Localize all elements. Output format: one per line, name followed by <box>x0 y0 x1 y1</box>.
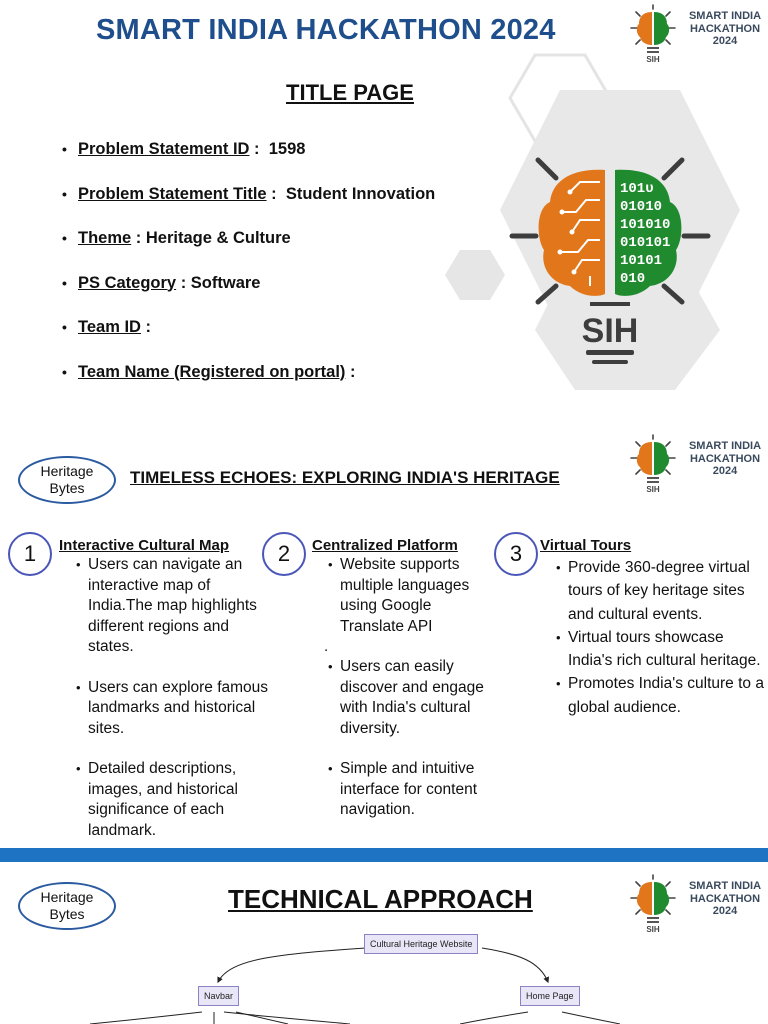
binary-line: 10101 <box>620 253 663 269</box>
technical-approach-heading: TECHNICAL APPROACH <box>228 884 533 914</box>
stray-mark: . <box>324 638 329 655</box>
feature-title: Centralized Platform <box>312 537 458 554</box>
main-title: SMART INDIA HACKATHON 2024 <box>96 14 556 46</box>
sih-logo-text <box>684 10 766 48</box>
overview-heading: TIMELESS ECHOES: EXPLORING INDIA'S HERITAGE <box>130 468 560 487</box>
binary-line: 101ᴜ <box>620 181 654 197</box>
step-number: 3 <box>494 532 538 576</box>
list-item: • Problem Statement Title : Student Innovation <box>62 184 436 203</box>
list-item: • Problem Statement ID : 1598 <box>62 140 306 158</box>
sih-mark: SIH <box>581 312 639 350</box>
list-item: • Website supports multiple languages using Google Translate API <box>328 555 496 637</box>
list-item: • Theme : Heritage & Culture <box>62 229 291 247</box>
problem-statement-list <box>62 140 502 407</box>
spacer <box>76 658 276 678</box>
feature-title: Virtual Tours <box>540 537 632 554</box>
flow-node-navbar: Navbar <box>198 986 239 1006</box>
feature-list <box>324 555 496 821</box>
logo-line1: SMART INDIA <box>688 440 762 452</box>
list-item: • Users can easily discover and engage with India's cultural diversity. <box>328 657 496 739</box>
list-item: • Users can explore famous landmarks and historical sites. <box>76 678 276 740</box>
binary-line: 01010 <box>620 199 663 215</box>
logo-line1: SMART INDIA <box>688 880 762 892</box>
step-number: 2 <box>262 532 306 576</box>
team-badge: Heritage Bytes <box>18 882 116 930</box>
logo-line3: 2024 <box>712 35 738 47</box>
sih-logo <box>628 434 766 494</box>
flow-node-root: Cultural Heritage Website <box>364 934 478 954</box>
logo-line2: HACKATHON <box>689 892 761 905</box>
list-item: • Provide 360-degree virtual tours of key heritage sites and cultural events. <box>556 556 768 626</box>
svg-text:SIH: SIH <box>646 925 660 934</box>
list-item: • Detailed descriptions, images, and historical significance of each landmark. <box>76 759 276 841</box>
spacer <box>76 739 276 759</box>
binary-line: 010 <box>620 271 646 287</box>
technical-approach-slide <box>0 862 768 1024</box>
logo-line1: SMART INDIA <box>688 10 762 22</box>
slide-divider <box>0 848 768 862</box>
title-slide <box>0 0 768 420</box>
list-item: • PS Category : Software <box>62 273 261 292</box>
logo-line2: HACKATHON <box>689 22 761 35</box>
spacer <box>328 739 496 759</box>
list-item: • Team Name (Registered on portal) : <box>62 362 356 381</box>
sih-hero-illustration <box>440 50 760 390</box>
list-item: • Simple and intuitive interface for content navigation. <box>328 759 496 821</box>
binary-line: 101010 <box>620 217 671 233</box>
team-badge: Heritage Bytes <box>18 456 116 504</box>
step-number: 1 <box>8 532 52 576</box>
list-item: • Team ID : <box>62 318 152 336</box>
list-item: • Users can navigate an interactive map of India.The map highlights different regions and states. <box>76 555 276 658</box>
flow-node-home-page: Home Page <box>520 986 580 1006</box>
feature-title: Interactive Cultural Map <box>59 537 230 554</box>
overview-slide <box>0 420 768 848</box>
feature-list <box>76 555 276 841</box>
logo-line3: 2024 <box>712 465 738 477</box>
logo-line2: HACKATHON <box>689 452 761 465</box>
title-page-heading: TITLE PAGE <box>286 80 414 105</box>
sih-logo-text <box>684 440 766 478</box>
list-item: • Promotes India's culture to a global audience. <box>556 672 768 719</box>
svg-text:SIH: SIH <box>646 485 660 494</box>
svg-text:SIH: SIH <box>646 55 660 64</box>
logo-line3: 2024 <box>712 905 738 917</box>
binary-line: 010101 <box>620 235 671 251</box>
sih-brain-icon <box>628 434 678 494</box>
feature-list <box>556 556 768 719</box>
list-item: • Virtual tours showcase India's rich cultural heritage. <box>556 626 768 673</box>
